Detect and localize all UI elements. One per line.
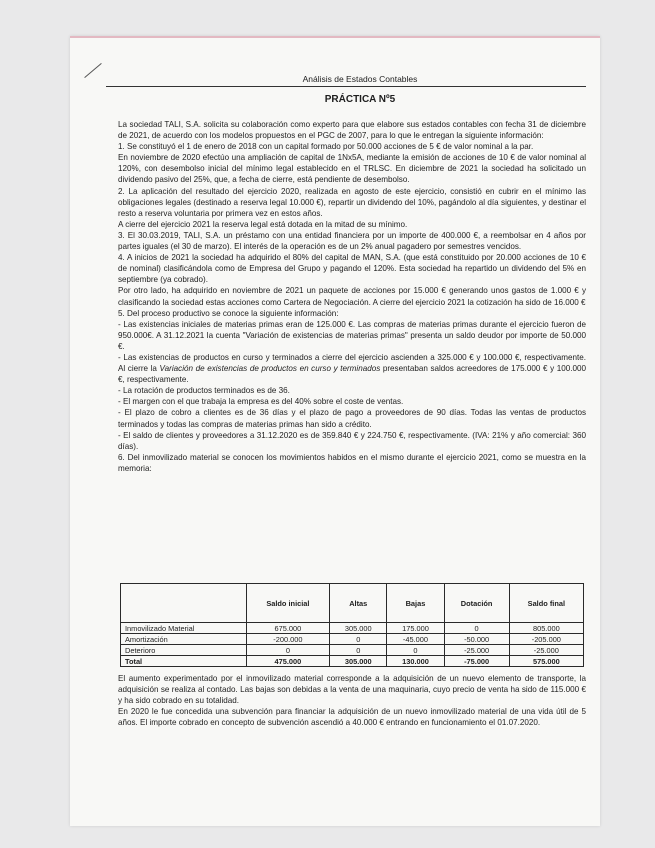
table-cell: -25.000	[509, 645, 583, 656]
row-label: Total	[121, 656, 247, 667]
table-cell: 0	[246, 645, 330, 656]
item-4-cartera: Por otro lado, ha adquirido en noviembre de 2021 un paquete de acciones por 15.000 € generando unos gastos de 1.000 € y clasificando la sociedad estas acciones como Cartera de Negociación. A cierre del ejercicio 2021 la cotización ha sido de 16.000 €	[118, 286, 586, 307]
table-header-empty	[121, 584, 247, 623]
item-2-aplicacion: 2. La aplicación del resultado del ejercicio 2020, realizada en agosto de este ejercicio, consistió en cubrir en el mínimo las obligaciones legales (destinado a reserva legal 10.000 €), repartir un dividendo del 10%, pagándolo al día siguientes, y destinar el resto a reserva voluntaria por primera vez en estos años.	[118, 186, 586, 218]
table-cell: -205.000	[509, 634, 583, 645]
table-header-row	[121, 584, 584, 623]
table-row	[121, 634, 584, 645]
table-cell: -200.000	[246, 634, 330, 645]
table-cell: 175.000	[387, 623, 444, 634]
item-3-prestamo: 3. El 30.03.2019, TALI, S.A. un préstamo con una entidad financiera por un importe de 400.000 €, a reembolsar en 4 años por partes iguales (el 30 de marzo). El interés de la operación es de un 2% anual pagadero por semestres vencidos.	[118, 230, 586, 252]
item-6-inmovilizado: 6. Del inmovilizado material se conocen los movimientos habidos en el mismo durante el ejercicio 2021, como se muestra en la memoria:	[118, 452, 586, 473]
table-cell: -75.000	[444, 656, 509, 667]
table-cell: 0	[387, 645, 444, 656]
table-cell: 305.000	[330, 623, 387, 634]
table-cell: 675.000	[246, 623, 330, 634]
table-total-row	[121, 656, 584, 667]
table-header: Altas	[330, 584, 387, 623]
document-page	[70, 36, 600, 826]
inmovilizado-explanation: El aumento experimentado por el inmovilizado material corresponde a la adquisición de un nuevo elemento de transporte, la adquisición se realiza al contado. Las bajas son debidas a la venta de una maquinaria, cuyo precio de venta ha sido de 115.000 € y ha sido cobrado en su totalidad.	[118, 674, 586, 706]
table-cell: 0	[330, 645, 387, 656]
course-header: Análisis de Estados Contables	[302, 74, 418, 84]
table-header: Saldo inicial	[246, 584, 330, 623]
table-cell: -50.000	[444, 634, 509, 645]
table-row	[121, 645, 584, 656]
item-1-ampliacion: En noviembre de 2020 efectúo una ampliación de capital de 1Nx5A, mediante la emisión de acciones de 10 € de valor nominal al 120%, con desembolso inicial del mínimo legal establecido en el TRLSC. En diciembre de 2021 la sociedad ha solicitado un dividendo pasivo del 25%, que, a fecha de cierre, está pendiente de desembolso.	[118, 153, 586, 185]
table-cell: -45.000	[387, 634, 444, 645]
movements-table	[120, 583, 584, 667]
item-1-capital: 1. Se constituyó el 1 de enero de 2018 con un capital formado por 50.000 acciones de 5 € de valor nominal a la par.	[118, 142, 534, 152]
top-edge-mark	[70, 36, 600, 38]
table-cell: 305.000	[330, 656, 387, 667]
item-5-productos	[118, 352, 586, 385]
table-cell: 0	[330, 634, 387, 645]
row-label: Amortización	[121, 634, 247, 645]
table-header: Bajas	[387, 584, 444, 623]
table-header: Dotación	[444, 584, 509, 623]
table-cell: 130.000	[387, 656, 444, 667]
item-5-rotacion: - La rotación de productos terminados es de 36.	[118, 386, 290, 396]
subvencion-paragraph: En 2020 le fue concedida una subvención para financiar la adquisición de un nuevo inmovilizado material de una vida útil de 5 años. El importe cobrado en concepto de subvención ascendió a 40.000 € entrando en funcionamiento el 01.07.2020.	[118, 707, 586, 728]
table-cell: 805.000	[509, 623, 583, 634]
exercise-body	[118, 119, 586, 474]
table-cell: 0	[444, 623, 509, 634]
item-5-productos-italic: Variación de existencias de productos en curso y terminados	[159, 364, 381, 374]
item-5-productos-end: presentaban saldos acreedores de 175.000 € y 100.000 €, respectivamente.	[118, 364, 586, 385]
item-5-materias: - Las existencias iniciales de materias primas eran de 125.000 €. Las compras de materias primas durante el ejercicio fueron de 950.000€. A 31.12.2021 la cuenta "Variación de existencias de materias primas" presenta un saldo deudor por importe de 50.000 €.	[118, 319, 586, 351]
table-header: Saldo final	[509, 584, 583, 623]
table-row	[121, 623, 584, 634]
item-5-margen: - El margen con el que trabaja la empresa es del 40% sobre el coste de ventas.	[118, 397, 404, 407]
intro-paragraph: La sociedad TALI, S.A. solicita su colaboración como experto para que elabore sus estados contables con fecha 31 de diciembre de 2021, de acuerdo con los modelos propuestos en el PGC de 2007, para lo que le entregan la siguiente información:	[118, 120, 586, 141]
header-rule	[106, 86, 586, 87]
page-title: PRÁCTICA Nº5	[324, 94, 396, 105]
item-5-saldos: - El saldo de clientes y proveedores a 31.12.2020 es de 359.840 € y 224.750 €, respectivamente. (IVA: 21% y año comercial: 360 días).	[118, 430, 586, 451]
table-cell: 575.000	[509, 656, 583, 667]
item-2-reserva: A cierre del ejercicio 2021 la reserva legal está dotada en la mitad de su mínimo.	[118, 219, 408, 229]
item-5-intro: 5. Del proceso productivo se conoce la siguiente información:	[118, 308, 339, 318]
item-5-plazos: - El plazo de cobro a clientes es de 36 días y el plazo de pago a proveedores de 90 días. Todas las ventas de productos terminados y todas las compras de materias primas han sido a crédito.	[118, 408, 586, 429]
pencil-mark	[84, 63, 101, 78]
item-5-productos-text: - Las existencias de productos en curso y terminados a cierre del ejercicio ascienden a 325.000 € y 100.000 €, respectivamente. Al cierre la	[118, 352, 586, 374]
closing-text	[118, 673, 586, 728]
row-label: Deterioro	[121, 645, 247, 656]
table-cell: -25.000	[444, 645, 509, 656]
table-cell: 475.000	[246, 656, 330, 667]
row-label: Inmovilizado Material	[121, 623, 247, 634]
item-4-man: 4. A inicios de 2021 la sociedad ha adquirido el 80% del capital de MAN, S.A. (que está constituido por 20.000 acciones de 10 € de nominal) clasificándola como de Empresa del Grupo y pagando el 120%. Esta sociedad ha repartido un dividendo del 5% en septiembre (ya cobrado).	[118, 253, 586, 285]
